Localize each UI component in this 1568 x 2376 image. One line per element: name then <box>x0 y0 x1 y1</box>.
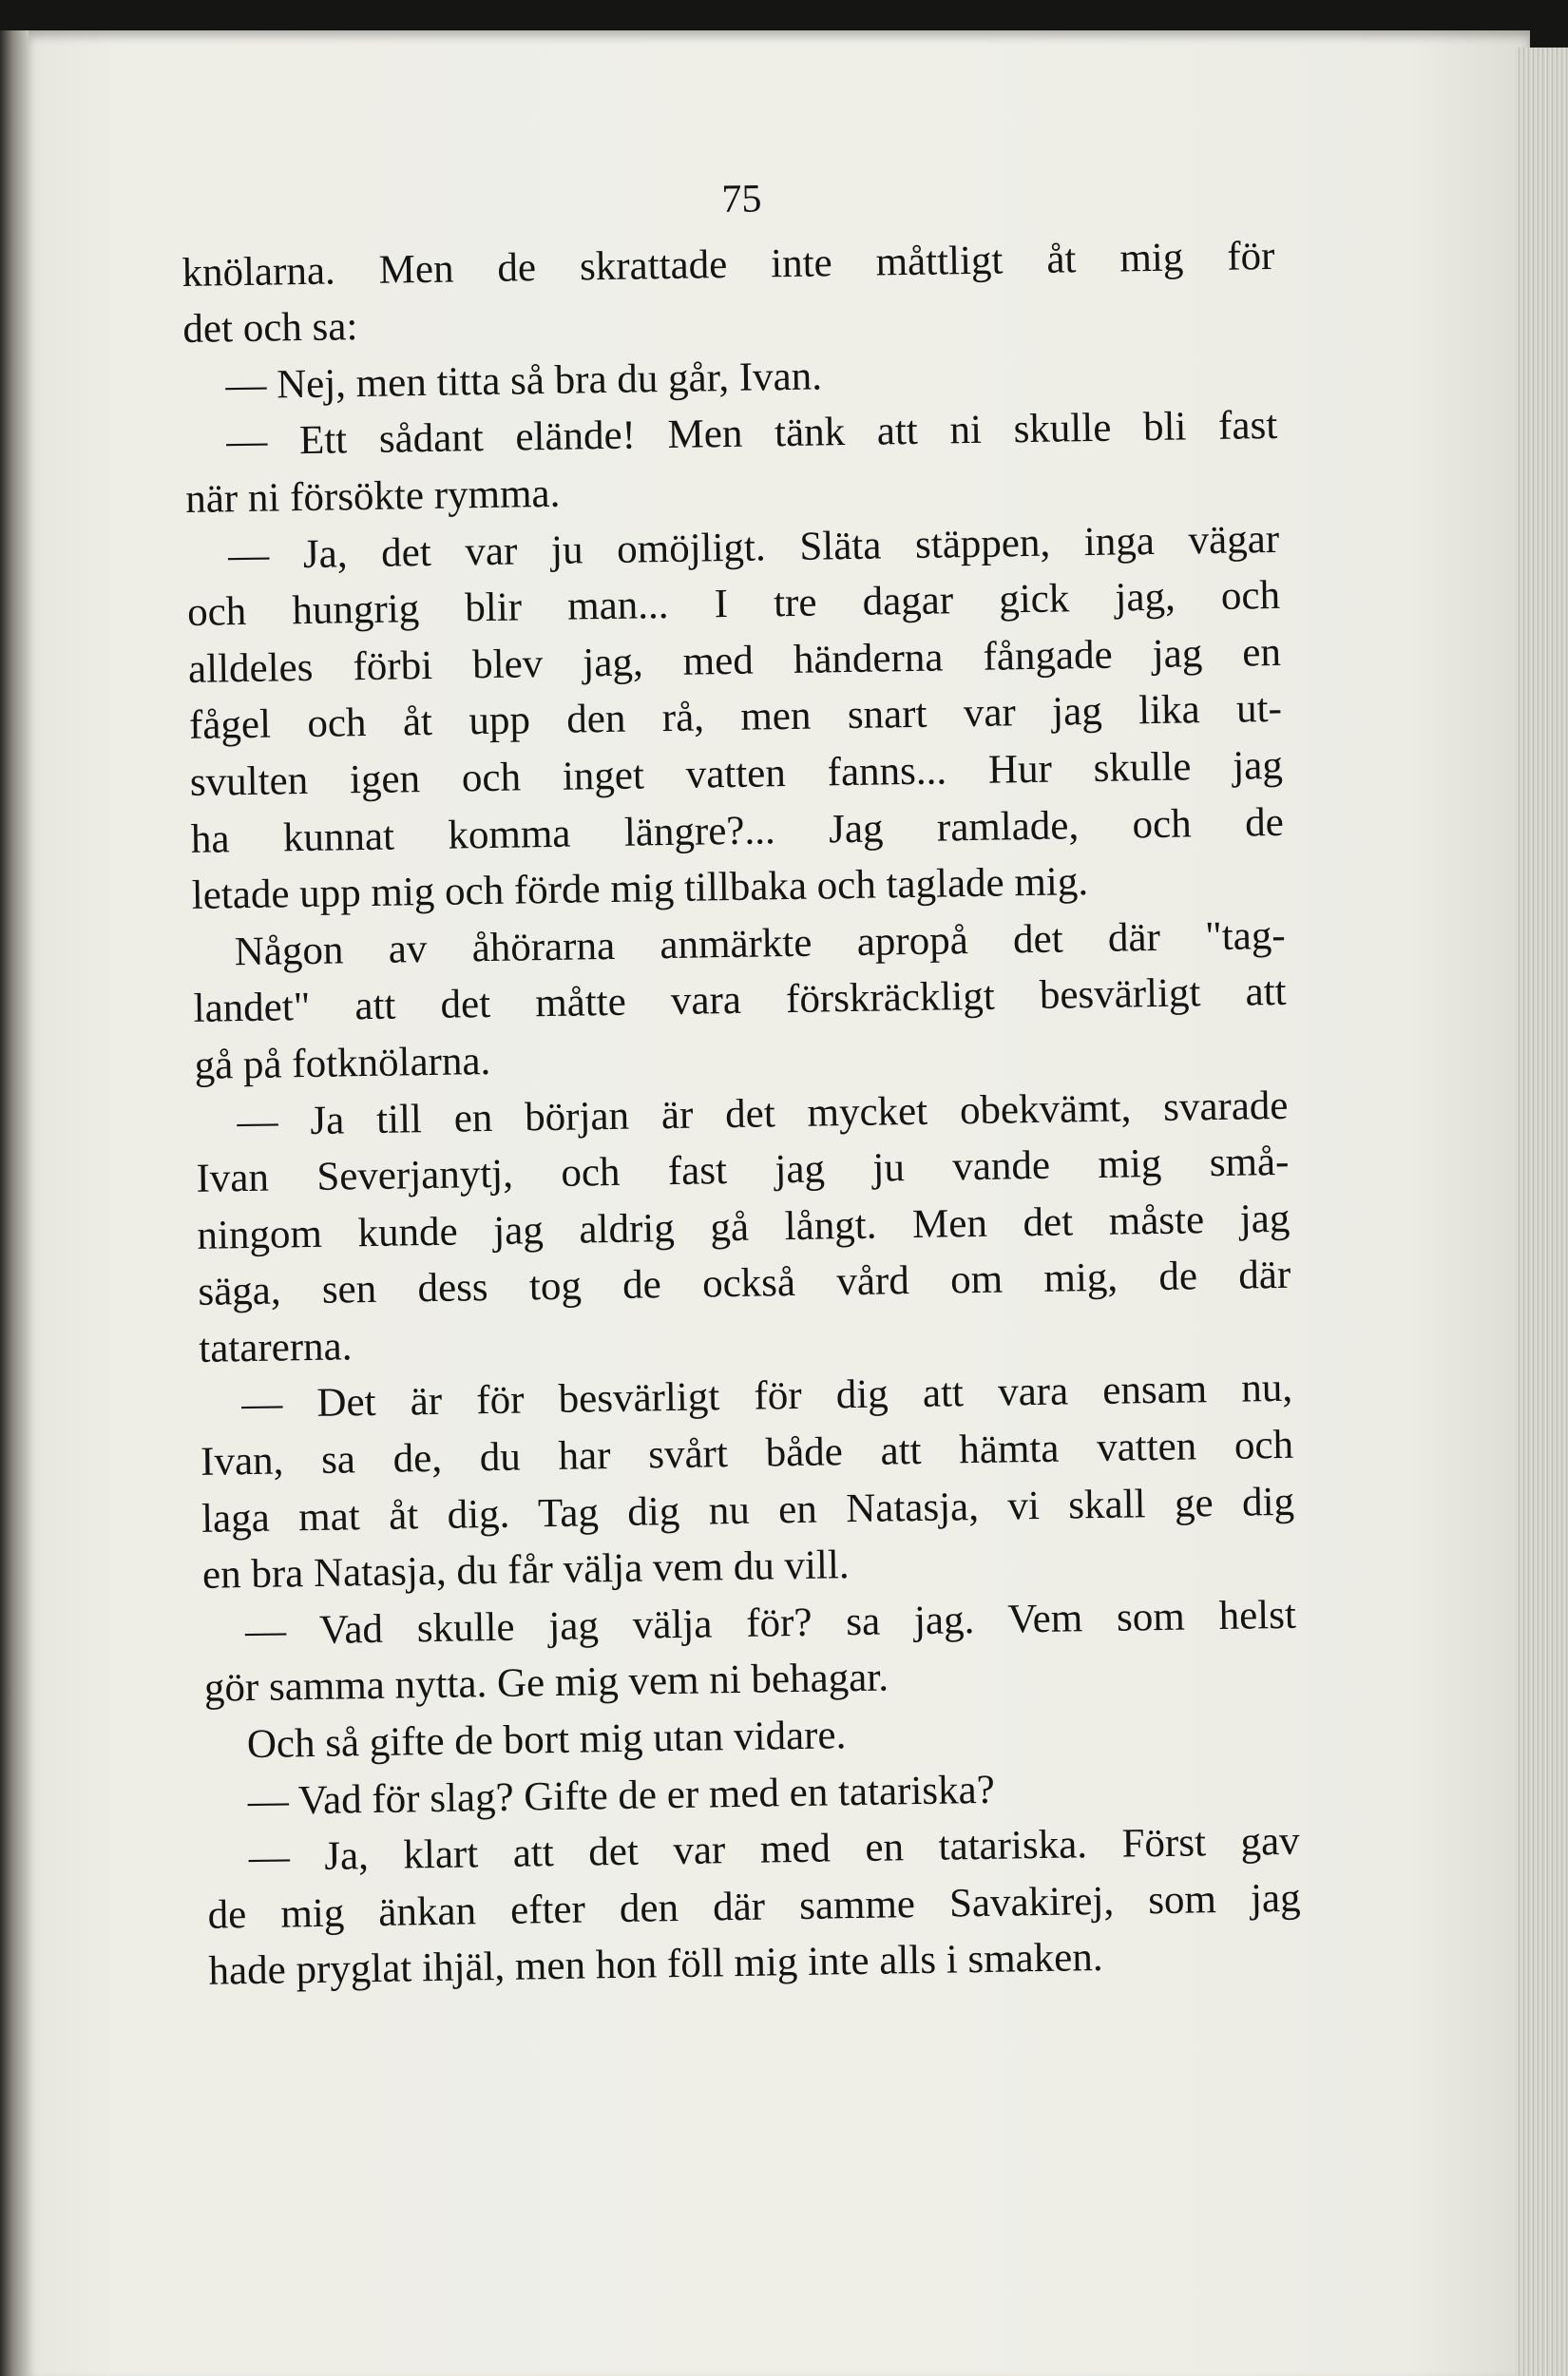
text-line: — Ett sådant elände! Men tänk att ni skulle bli fast <box>225 403 1278 465</box>
page-text-block <box>181 163 1302 2001</box>
book-binding-edge <box>0 30 32 2376</box>
page-stack-edges <box>1516 48 1568 2376</box>
text-line: — Ja till en början är det mycket obekvämt, svarade <box>237 1083 1289 1144</box>
text-line: ningom kunde jag aldrig gå långt. Men det måste jag <box>197 1196 1291 1258</box>
text-line: — Ja, det var ju omöjligt. Släta stäppen, inga vägar <box>227 516 1280 578</box>
body-text <box>182 228 1302 2001</box>
text-line: landet" att det måtte vara förskräckligt besvärligt att <box>193 969 1287 1032</box>
text-line: gör samma nytta. Ge mig vem ni behagar. <box>203 1655 889 1712</box>
text-line: och hungrig blir man... I tre dagar gick jag, och <box>186 573 1281 636</box>
text-line: tatarerna. <box>198 1324 353 1371</box>
text-line: laga mat åt dig. Tag dig nu en Natasja, vi skall ge dig <box>201 1479 1295 1542</box>
text-line: de mig änkan efter den där samme Savakirej, som jag <box>207 1875 1301 1938</box>
text-line: Och så gifte de bort mig utan vidare. <box>246 1713 847 1768</box>
text-line: — Ja, klart att det var med en tatariska. Först gav <box>248 1818 1300 1881</box>
text-line: fågel och åt upp den rå, men snart var jag lika ut- <box>188 686 1283 749</box>
text-line: alldeles förbi blev jag, med händerna fångade jag en <box>187 629 1282 692</box>
text-line: det och sa: <box>182 304 358 353</box>
text-line: gå på fotknölarna. <box>194 1038 491 1088</box>
text-line: letade upp mig och förde mig tillbaka och taglade mig. <box>191 859 1089 919</box>
text-line: när ni försökte rymma. <box>184 470 561 522</box>
text-line: — Det är för besvärligt för dig att vara ensam nu, <box>240 1366 1293 1428</box>
text-line: knölarna. Men de skrattade inte måttligt åt mig för <box>182 233 1275 296</box>
text-line: — Nej, men titta så bra du går, Ivan. <box>225 354 823 409</box>
text-line: säga, sen dess tog de också vård om mig, de där <box>198 1253 1291 1315</box>
text-line: — Vad för slag? Gifte de er med en tatariska? <box>247 1767 996 1824</box>
text-line: Någon av åhörarna anmärkte apropå det där "tag- <box>234 912 1286 974</box>
text-line: hade pryglat ihjäl, men hon föll mig inte alls i smaken. <box>208 1935 1103 1995</box>
text-line: Ivan Severjanytj, och fast jag ju vande mig små- <box>196 1139 1290 1201</box>
text-line: ha kunnat komma längre?... Jag ramlade, och de <box>190 799 1285 862</box>
text-line: en bra Natasja, du får välja vem du vill. <box>201 1542 850 1599</box>
text-line: — Vad skulle jag välja för? sa jag. Vem som helst <box>244 1592 1297 1654</box>
text-line: Ivan, sa de, du har svårt både att hämta vatten och <box>200 1422 1294 1485</box>
page-number: 75 <box>721 177 762 222</box>
text-line: svulten igen och inget vatten fanns... Hur skulle jag <box>189 742 1284 805</box>
